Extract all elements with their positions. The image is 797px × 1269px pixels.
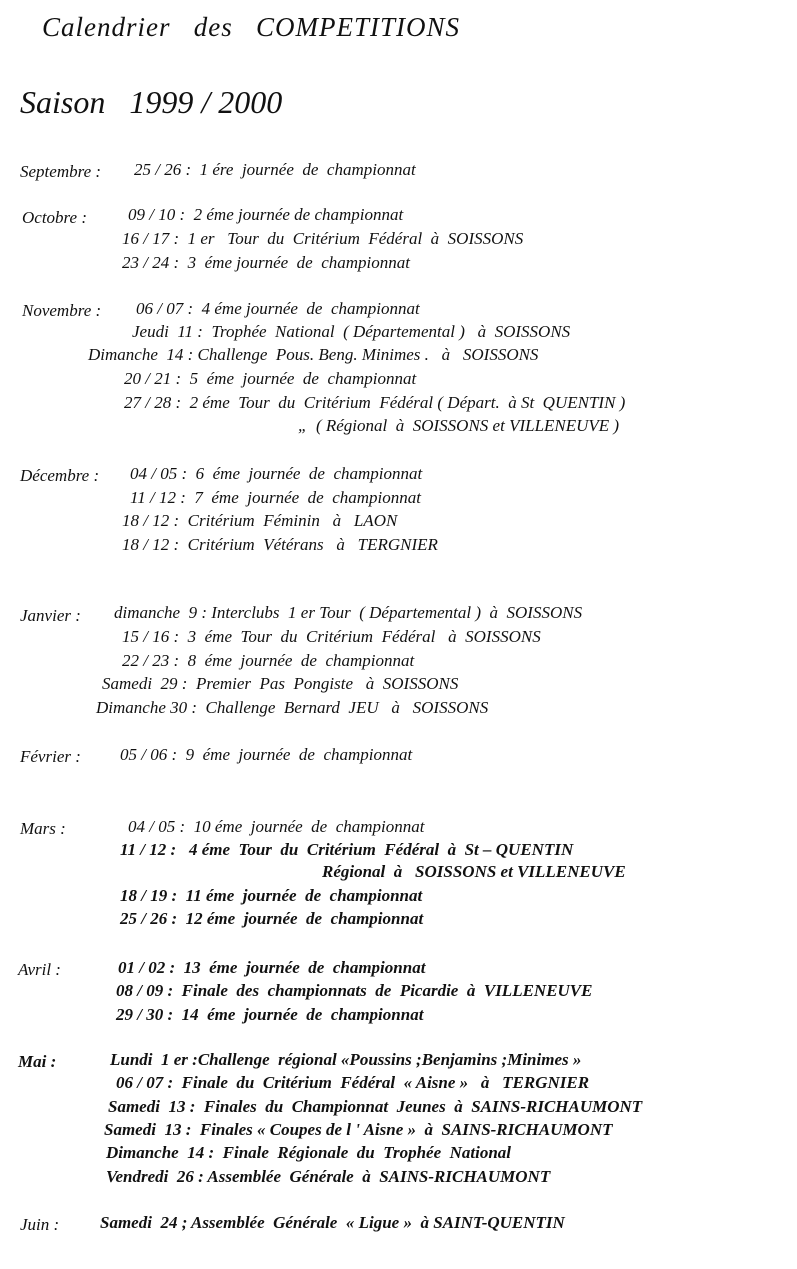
month-label-juin: Juin : — [20, 1215, 60, 1234]
event-line: 27 / 28 : 2 éme Tour du Critérium Fédéral ( Départ. à St QUENTIN ) — [124, 393, 626, 412]
event-line: 08 / 09 : Finale des championnats de Picardie à VILLENEUVE — [116, 981, 593, 1000]
event-line: dimanche 9 : Interclubs 1 er Tour ( Départemental ) à SOISSONS — [114, 603, 583, 622]
event-line: Dimanche 30 : Challenge Bernard JEU à SOISSONS — [96, 698, 489, 717]
event-line: 05 / 06 : 9 éme journée de championnat — [120, 745, 413, 764]
event-line: Régional à SOISSONS et VILLENEUVE — [322, 862, 626, 881]
month-label-novembre: Novembre : — [22, 301, 102, 320]
event-line: Samedi 13 : Finales « Coupes de l ' Aisne » à SAINS-RICHAUMONT — [104, 1120, 613, 1139]
event-line: 25 / 26 : 12 éme journée de championnat — [120, 909, 424, 928]
event-line: 06 / 07 : 4 éme journée de championnat — [136, 299, 420, 318]
event-line: Vendredi 26 : Assemblée Générale à SAINS-RICHAUMONT — [106, 1167, 551, 1186]
event-line: 11 / 12 : 4 éme Tour du Critérium Fédéral à St – QUENTIN — [120, 840, 574, 859]
event-line: 20 / 21 : 5 éme journée de championnat — [124, 369, 417, 388]
event-line: 06 / 07 : Finale du Critérium Fédéral « Aisne » à TERGNIER — [116, 1073, 590, 1092]
event-line: 11 / 12 : 7 éme journée de championnat — [130, 488, 421, 507]
month-label-mai: Mai : — [18, 1052, 57, 1071]
month-label-fevrier: Février : — [20, 747, 81, 766]
event-line: Samedi 24 ; Assemblée Générale « Ligue » à SAINT-QUENTIN — [100, 1213, 565, 1232]
event-line: 01 / 02 : 13 éme journée de championnat — [118, 958, 426, 977]
event-line: 29 / 30 : 14 éme journée de championnat — [116, 1005, 424, 1024]
event-line: Dimanche 14 : Challenge Pous. Beng. Minimes . à SOISSONS — [88, 345, 539, 364]
event-line: Samedi 29 : Premier Pas Pongiste à SOISSONS — [102, 674, 459, 693]
event-line: 15 / 16 : 3 éme Tour du Critérium Fédéral à SOISSONS — [122, 627, 541, 646]
month-label-septembre: Septembre : — [20, 162, 102, 181]
page-title: Calendrier des COMPETITIONS — [42, 12, 460, 42]
month-label-octobre: Octobre : — [22, 208, 87, 227]
event-line: 04 / 05 : 6 éme journée de championnat — [130, 464, 423, 483]
season-heading: Saison 1999 / 2000 — [20, 84, 283, 120]
event-line: 18 / 12 : Critérium Féminin à LAON — [122, 511, 398, 530]
event-line: Jeudi 11 : Trophée National ( Départemental ) à SOISSONS — [132, 322, 571, 341]
event-line: 25 / 26 : 1 ére journée de championnat — [134, 160, 416, 179]
month-label-janvier: Janvier : — [20, 606, 81, 625]
event-line: Dimanche 14 : Finale Régionale du Trophée National — [106, 1143, 512, 1162]
month-label-mars: Mars : — [20, 819, 66, 838]
month-label-decembre: Décembre : — [20, 466, 100, 485]
event-line: 23 / 24 : 3 éme journée de championnat — [122, 253, 410, 272]
event-line: 04 / 05 : 10 éme journée de championnat — [128, 817, 425, 836]
event-line: 09 / 10 : 2 éme journée de championnat — [128, 205, 404, 224]
event-line: 16 / 17 : 1 er Tour du Critérium Fédéral à SOISSONS — [122, 229, 524, 248]
event-line: Samedi 13 : Finales du Championnat Jeunes à SAINS-RICHAUMONT — [108, 1097, 643, 1116]
month-label-avril: Avril : — [18, 960, 61, 979]
event-line: Lundi 1 er :Challenge régional «Poussins ;Benjamins ;Minimes » — [110, 1050, 582, 1069]
event-line: 18 / 19 : 11 éme journée de championnat — [120, 886, 423, 905]
event-line: 22 / 23 : 8 éme journée de championnat — [122, 651, 415, 670]
event-line: „ ( Régional à SOISSONS et VILLENEUVE ) — [298, 416, 620, 435]
event-line: 18 / 12 : Critérium Vétérans à TERGNIER — [122, 535, 438, 554]
